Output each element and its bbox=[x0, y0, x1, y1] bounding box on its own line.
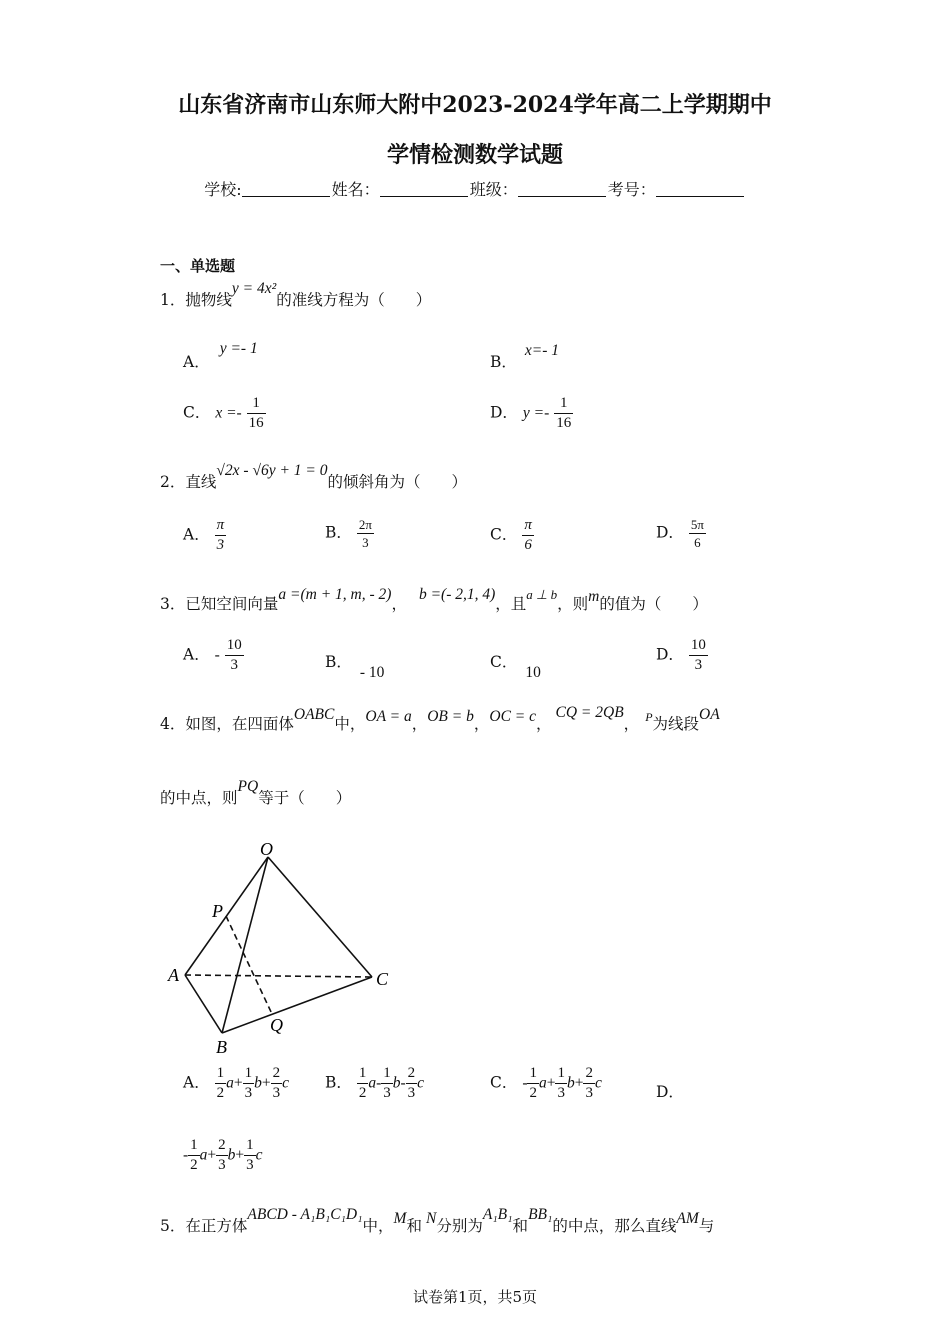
q2-option-a[interactable] bbox=[183, 518, 226, 553]
fraction: $\frac{1}{2}$ bbox=[529, 1065, 537, 1101]
question-text: 中， bbox=[362, 1217, 394, 1235]
question-text: 抛物线 bbox=[185, 291, 232, 309]
class-label: 班级： bbox=[469, 180, 518, 199]
question-4-stem-line2 bbox=[160, 778, 352, 808]
question-text: 和 bbox=[512, 1217, 529, 1235]
q3-option-c[interactable] bbox=[490, 650, 541, 681]
option-math: x=- 1 bbox=[524, 342, 560, 359]
fraction: $\frac{5\pi}{6}$ bbox=[690, 517, 704, 550]
fraction: $\frac{1}{3}$ bbox=[557, 1065, 565, 1101]
q3-option-d[interactable] bbox=[656, 638, 708, 673]
option-label: C． bbox=[183, 403, 211, 422]
math-expression: OA bbox=[699, 706, 720, 723]
label-a: A bbox=[168, 965, 179, 985]
fraction: $\frac{1}{16}$ bbox=[556, 395, 572, 431]
q4-option-d[interactable] bbox=[183, 1138, 263, 1173]
q2-option-c[interactable] bbox=[490, 518, 534, 553]
fraction: $\frac{10}{3}$ bbox=[690, 637, 706, 673]
vector-var: b bbox=[254, 1074, 262, 1092]
vector-var: c bbox=[417, 1074, 425, 1092]
edge-ob bbox=[222, 857, 268, 1033]
q1-option-b[interactable] bbox=[490, 342, 560, 372]
vector-var: c bbox=[255, 1146, 263, 1164]
q3-option-b[interactable] bbox=[325, 650, 385, 681]
question-number: 3． bbox=[160, 595, 186, 613]
fraction: $\frac{1}{2}$ bbox=[190, 1137, 198, 1173]
math-expression: PQ bbox=[237, 778, 259, 795]
vector-var: c bbox=[594, 1074, 602, 1092]
q1-option-d[interactable] bbox=[490, 396, 573, 431]
paper-title-line1: 山东省济南市山东师大附中2023-2024学年高二上学期期中 bbox=[178, 92, 772, 118]
vector-var: a bbox=[538, 1074, 547, 1092]
edge-ab bbox=[185, 975, 222, 1033]
question-text: ，且 bbox=[495, 595, 527, 613]
question-text: ， bbox=[391, 595, 407, 613]
question-number: 1． bbox=[160, 291, 186, 309]
operator: + bbox=[233, 1074, 243, 1092]
section-heading: 一、单选题 bbox=[160, 257, 236, 275]
question-text: 在正方体 bbox=[185, 1217, 248, 1235]
fraction: $\frac{1}{2}$ bbox=[358, 1065, 367, 1101]
option-label: D． bbox=[490, 403, 518, 422]
label-b: B bbox=[216, 1037, 227, 1057]
question-4-stem bbox=[160, 704, 720, 734]
fraction: $\frac{10}{3}$ bbox=[226, 637, 242, 673]
fraction: $\frac{1}{3}$ bbox=[246, 1137, 254, 1173]
question-text: 如图，在四面体 bbox=[185, 715, 294, 733]
math-expression: √2x - √6y + 1 = 0 bbox=[216, 462, 328, 479]
option-label: B． bbox=[325, 1073, 352, 1092]
question-5-stem bbox=[160, 1206, 715, 1236]
q1-option-c[interactable] bbox=[183, 396, 266, 431]
q4-option-b[interactable] bbox=[325, 1066, 424, 1101]
option-label: D． bbox=[656, 523, 684, 542]
q1-option-a[interactable] bbox=[183, 340, 258, 372]
option-label: D． bbox=[656, 1083, 684, 1101]
question-number: 5． bbox=[160, 1217, 186, 1235]
math-expression: y = 4x² bbox=[231, 280, 277, 297]
option-label: A． bbox=[183, 645, 210, 664]
fraction: $\frac{1}{3}$ bbox=[244, 1065, 253, 1101]
question-text: 的中点，那么直线 bbox=[552, 1217, 677, 1235]
math-expression: ABCD - A₁B₁C₁D₁ bbox=[247, 1206, 363, 1223]
question-1-stem bbox=[160, 280, 432, 310]
question-number: 2． bbox=[160, 473, 186, 491]
math-expression: BB₁ bbox=[528, 1206, 553, 1223]
math-expression: OC = c bbox=[489, 708, 536, 725]
question-text: 的倾斜角为（ ） bbox=[327, 473, 468, 491]
fraction: $\frac{2}{3}$ bbox=[407, 1065, 416, 1101]
math-expression: AM bbox=[676, 1210, 699, 1227]
math-expression: M bbox=[393, 1210, 407, 1227]
option-label: B． bbox=[490, 353, 517, 371]
q4-option-a[interactable] bbox=[183, 1066, 289, 1101]
question-text: ， bbox=[411, 715, 428, 733]
operator: - bbox=[400, 1074, 406, 1092]
question-text: ， bbox=[623, 715, 640, 733]
q3-option-a[interactable] bbox=[183, 638, 244, 673]
option-label: C． bbox=[490, 653, 518, 671]
vector-var: a bbox=[199, 1146, 208, 1164]
option-label: A． bbox=[183, 1073, 210, 1092]
vector-var: c bbox=[282, 1074, 290, 1092]
option-label: B． bbox=[325, 653, 352, 671]
edge-bc bbox=[222, 977, 372, 1033]
fraction: $\frac{2}{3}$ bbox=[272, 1065, 281, 1101]
name-blank[interactable] bbox=[380, 180, 468, 197]
option-math: 10 bbox=[525, 664, 541, 681]
question-text: 的中点，则 bbox=[160, 789, 238, 807]
vector-var: a bbox=[368, 1074, 377, 1092]
tetrahedron-figure bbox=[160, 835, 410, 1065]
math-expression: OB = b bbox=[427, 708, 474, 725]
paper-title-line2: 学情检测数学试题 bbox=[386, 142, 563, 168]
question-text: 分别为 bbox=[436, 1217, 483, 1235]
q4-option-c[interactable] bbox=[490, 1066, 602, 1101]
question-text: ， bbox=[536, 715, 552, 733]
fraction: $\frac{\pi}{3}$ bbox=[216, 517, 225, 553]
question-3-stem bbox=[160, 586, 708, 614]
operator: - bbox=[522, 1074, 528, 1092]
operator: + bbox=[261, 1074, 271, 1092]
question-text: 已知空间向量 bbox=[185, 595, 279, 613]
option-label: C． bbox=[490, 525, 518, 544]
fraction: $\frac{\pi}{6}$ bbox=[524, 517, 532, 553]
option-label: A． bbox=[183, 525, 210, 544]
name-label: 姓名： bbox=[331, 180, 380, 199]
fraction: $\frac{1}{3}$ bbox=[383, 1065, 391, 1101]
math-expression: m bbox=[588, 588, 600, 605]
label-o: O bbox=[260, 839, 273, 859]
q4-option-d-label[interactable] bbox=[656, 1080, 684, 1102]
math-expression: A₁B₁ bbox=[482, 1206, 513, 1223]
option-math: y =- bbox=[522, 404, 550, 422]
question-text: ， bbox=[473, 715, 490, 733]
question-2-stem bbox=[160, 462, 468, 492]
fraction: $\frac{2}{3}$ bbox=[218, 1137, 226, 1173]
class-blank[interactable] bbox=[518, 180, 606, 197]
label-p: P bbox=[212, 901, 223, 921]
operator: + bbox=[207, 1146, 217, 1164]
math-expression: P bbox=[645, 710, 653, 724]
student-info-line bbox=[0, 177, 950, 200]
operator: - bbox=[376, 1074, 382, 1092]
question-text: 的准线方程为（ ） bbox=[276, 291, 432, 309]
operator: + bbox=[235, 1146, 245, 1164]
option-label: A． bbox=[183, 353, 210, 371]
vector-var: b bbox=[227, 1146, 236, 1164]
edge-ac-hidden bbox=[185, 975, 372, 977]
math-expression: b =(- 2,1, 4) bbox=[418, 586, 496, 603]
option-label: D． bbox=[656, 645, 684, 664]
label-c: C bbox=[376, 969, 389, 989]
page-footer: 试卷第1页，共5页 bbox=[412, 1288, 538, 1306]
option-math: - bbox=[214, 646, 220, 664]
question-text: 与 bbox=[698, 1217, 715, 1235]
vector-var: b bbox=[392, 1074, 401, 1092]
q2-option-d[interactable] bbox=[656, 518, 706, 549]
question-text: 等于（ ） bbox=[258, 789, 352, 807]
math-expression: a =(m + 1, m, - 2) bbox=[278, 586, 392, 603]
option-label: C． bbox=[490, 1073, 518, 1092]
operator: + bbox=[546, 1074, 556, 1092]
school-blank[interactable] bbox=[242, 180, 330, 197]
label-q: Q bbox=[270, 1015, 283, 1035]
fraction: $\frac{1}{2}$ bbox=[216, 1065, 225, 1101]
vector-var: a bbox=[226, 1074, 234, 1092]
operator: - bbox=[183, 1146, 189, 1164]
question-text: 直线 bbox=[185, 473, 217, 491]
fraction: $\frac{2\pi}{3}$ bbox=[358, 517, 372, 550]
question-text: ，则 bbox=[557, 595, 589, 613]
option-math: - 10 bbox=[359, 664, 385, 681]
math-expression: OA = a bbox=[365, 708, 412, 725]
question-number: 4． bbox=[160, 715, 186, 733]
q2-option-b[interactable] bbox=[325, 518, 374, 549]
fraction: $\frac{2}{3}$ bbox=[585, 1065, 593, 1101]
operator: + bbox=[574, 1074, 584, 1092]
math-expression: a ⊥ b bbox=[526, 587, 558, 602]
question-text: 中， bbox=[334, 715, 366, 733]
vector-var: b bbox=[566, 1074, 575, 1092]
option-math: y =- 1 bbox=[219, 340, 258, 357]
option-label: B． bbox=[325, 523, 352, 542]
math-expression: OABC bbox=[293, 706, 335, 723]
math-expression: CQ = 2QB bbox=[555, 704, 624, 721]
school-label: 学校: bbox=[204, 180, 242, 199]
fraction: $\frac{1}{16}$ bbox=[248, 395, 264, 431]
math-expression: N bbox=[425, 1210, 437, 1227]
question-text: 为线段 bbox=[652, 715, 700, 733]
question-text: 的值为（ ） bbox=[599, 595, 708, 613]
edge-oc bbox=[268, 857, 372, 977]
option-math: x =- bbox=[215, 404, 242, 422]
exam-number-blank[interactable] bbox=[656, 180, 744, 197]
exam-number-label: 考号： bbox=[607, 180, 656, 199]
question-text: 和 bbox=[406, 1217, 422, 1235]
